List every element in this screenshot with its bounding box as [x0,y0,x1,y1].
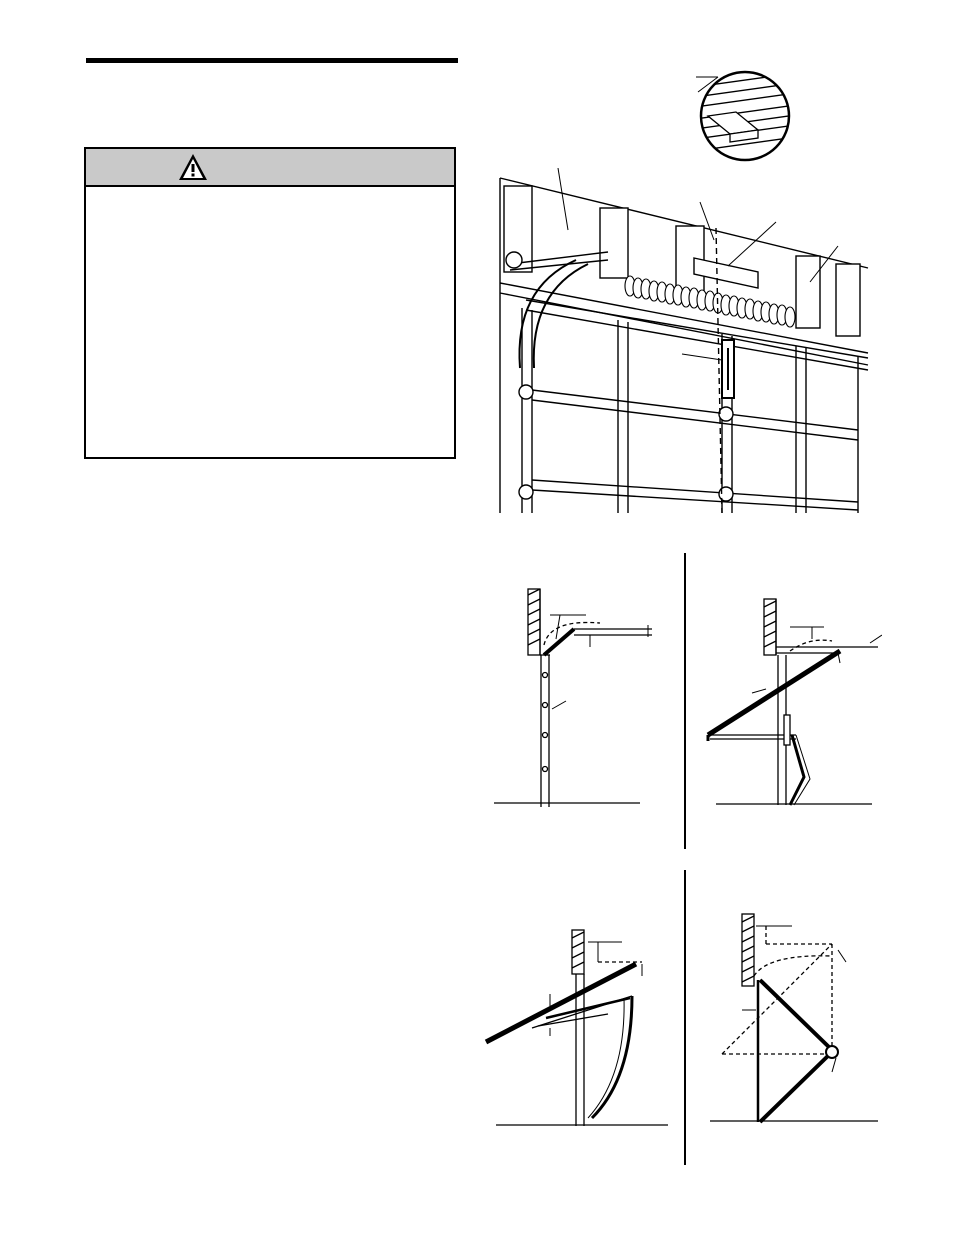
warning-triangle-icon [178,153,208,181]
section-rule [86,58,458,63]
header-bracket-detail [688,68,803,168]
warning-box [84,147,456,459]
figure-divider-bottom [684,870,686,1165]
warning-text [86,187,454,211]
one-piece-no-track-figure [482,928,672,1128]
figure-divider-top [684,553,686,849]
one-piece-pivot-figure [708,910,884,1126]
one-piece-track-figure [700,597,882,809]
garage-door-illustration [496,168,876,513]
sectional-door-figure [490,585,660,810]
warning-header [86,149,454,187]
